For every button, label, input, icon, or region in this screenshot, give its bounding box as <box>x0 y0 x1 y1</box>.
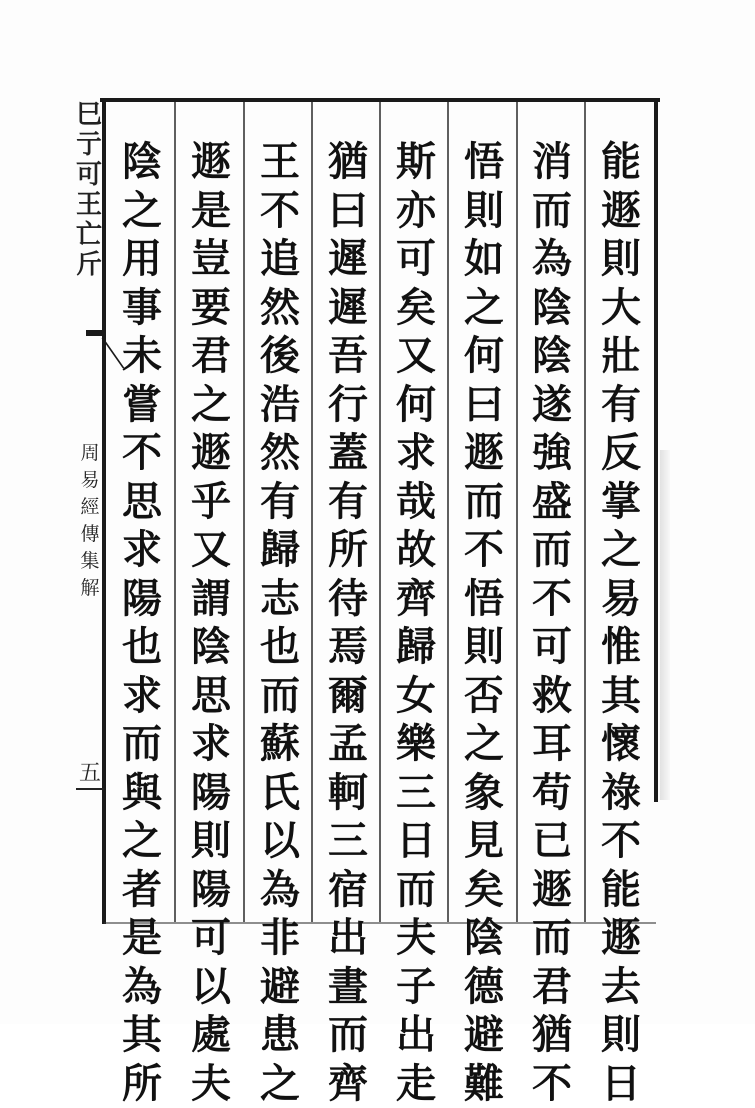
book-title <box>78 440 102 602</box>
glyph: 之 <box>110 817 174 866</box>
glyph: 可 <box>384 235 448 284</box>
glyph: 謂 <box>179 575 243 624</box>
glyph: 可 <box>179 914 243 963</box>
glyph: 樂 <box>384 720 448 769</box>
glyph: 陽 <box>110 575 174 624</box>
glyph: 之 <box>452 284 516 333</box>
fishtail-mark <box>86 330 104 376</box>
glyph: 處 <box>179 1011 243 1060</box>
glyph: 難 <box>452 1060 516 1108</box>
glyph: 歸 <box>248 526 312 575</box>
column-rule <box>516 102 518 922</box>
glyph: 消 <box>520 138 584 187</box>
scan-shadow <box>660 450 670 800</box>
glyph: 曰 <box>316 187 380 236</box>
glyph: 而 <box>452 478 516 527</box>
glyph: 苟 <box>520 769 584 818</box>
glyph: 去 <box>589 963 653 1012</box>
glyph: 猶 <box>520 1011 584 1060</box>
glyph: 晝 <box>316 963 380 1012</box>
glyph: 行 <box>316 381 380 430</box>
glyph: 夫 <box>179 1060 243 1108</box>
glyph: 悟 <box>452 575 516 624</box>
margin-top-glyphs <box>74 100 104 280</box>
glyph: 矣 <box>384 284 448 333</box>
glyph: 志 <box>248 575 312 624</box>
glyph: 集 <box>80 548 99 575</box>
glyph: 之 <box>110 187 174 236</box>
glyph: 而 <box>520 914 584 963</box>
glyph: 遯 <box>452 429 516 478</box>
glyph: 德 <box>452 963 516 1012</box>
glyph: 不 <box>452 526 516 575</box>
glyph: 哉 <box>384 478 448 527</box>
glyph: 氏 <box>248 769 312 818</box>
glyph: 則 <box>452 623 516 672</box>
glyph: 其 <box>589 672 653 721</box>
glyph: 未 <box>110 332 174 381</box>
page-number: 五 <box>76 760 104 790</box>
glyph: 日 <box>589 1060 653 1108</box>
glyph: 亡 <box>76 220 102 250</box>
text-column-2 <box>520 138 584 1108</box>
glyph: 不 <box>248 187 312 236</box>
glyph: 出 <box>316 914 380 963</box>
glyph: 陰 <box>520 284 584 333</box>
glyph: 思 <box>179 672 243 721</box>
glyph: 之 <box>452 720 516 769</box>
glyph: 掌 <box>589 478 653 527</box>
glyph: 也 <box>248 623 312 672</box>
glyph: 則 <box>452 187 516 236</box>
glyph: 君 <box>179 332 243 381</box>
glyph: 經 <box>80 494 99 521</box>
glyph: 而 <box>316 1011 380 1060</box>
text-column-5 <box>316 138 380 1108</box>
frame-right-border <box>654 98 658 802</box>
glyph: 則 <box>589 1011 653 1060</box>
glyph: 避 <box>452 1011 516 1060</box>
glyph: 已 <box>520 817 584 866</box>
glyph: 可 <box>520 623 584 672</box>
column-rule <box>243 102 245 922</box>
glyph: 求 <box>179 720 243 769</box>
glyph: 不 <box>589 817 653 866</box>
glyph: 三 <box>316 817 380 866</box>
glyph: 三 <box>384 769 448 818</box>
glyph: 傳 <box>80 521 99 548</box>
glyph: 為 <box>110 963 174 1012</box>
glyph: 巳 <box>76 100 102 130</box>
glyph: 孟 <box>316 720 380 769</box>
glyph: 陽 <box>179 769 243 818</box>
glyph: 遲 <box>316 284 380 333</box>
glyph: 追 <box>248 235 312 284</box>
glyph: 猶 <box>316 138 380 187</box>
glyph: 大 <box>589 284 653 333</box>
glyph: 浩 <box>248 381 312 430</box>
glyph: 有 <box>316 478 380 527</box>
glyph: 有 <box>589 381 653 430</box>
glyph: 何 <box>452 332 516 381</box>
text-column-8 <box>110 138 174 1108</box>
glyph: 嘗 <box>110 381 174 430</box>
glyph: 王 <box>248 138 312 187</box>
glyph: 用 <box>110 235 174 284</box>
glyph: 又 <box>179 526 243 575</box>
glyph: 避 <box>248 963 312 1012</box>
glyph: 能 <box>589 138 653 187</box>
glyph: 是 <box>110 914 174 963</box>
glyph: 陰 <box>520 332 584 381</box>
glyph: 然 <box>248 284 312 333</box>
glyph: 遯 <box>589 914 653 963</box>
glyph: 矣 <box>452 866 516 915</box>
glyph: 之 <box>589 526 653 575</box>
glyph: 斯 <box>384 138 448 187</box>
glyph: 否 <box>452 672 516 721</box>
glyph: 患 <box>248 1011 312 1060</box>
glyph: 則 <box>589 235 653 284</box>
text-column-6 <box>248 138 312 1108</box>
glyph: 何 <box>384 381 448 430</box>
glyph: 悟 <box>452 138 516 187</box>
glyph: 不 <box>520 575 584 624</box>
glyph: 陰 <box>110 138 174 187</box>
glyph: 是 <box>179 187 243 236</box>
glyph: 出 <box>384 1011 448 1060</box>
glyph: 以 <box>248 817 312 866</box>
glyph: 亦 <box>384 187 448 236</box>
glyph: 蘇 <box>248 720 312 769</box>
glyph: 不 <box>110 429 174 478</box>
glyph: 而 <box>520 526 584 575</box>
text-column-4 <box>384 138 448 1108</box>
glyph: 陽 <box>179 866 243 915</box>
glyph: 祿 <box>589 769 653 818</box>
glyph: 女 <box>384 672 448 721</box>
glyph: 曰 <box>452 381 516 430</box>
glyph: 能 <box>589 866 653 915</box>
text-column-1 <box>589 138 653 1108</box>
glyph: 軻 <box>316 769 380 818</box>
glyph: 遯 <box>179 138 243 187</box>
glyph: 遂 <box>520 381 584 430</box>
glyph: 又 <box>384 332 448 381</box>
column-rule <box>174 102 176 922</box>
glyph: 君 <box>520 963 584 1012</box>
glyph: 而 <box>110 720 174 769</box>
glyph: 遲 <box>316 235 380 284</box>
glyph: 要 <box>179 284 243 333</box>
glyph: 宿 <box>316 866 380 915</box>
glyph: 遯 <box>520 866 584 915</box>
glyph: 也 <box>110 623 174 672</box>
glyph: 日 <box>384 817 448 866</box>
glyph: 與 <box>110 769 174 818</box>
glyph: 者 <box>110 866 174 915</box>
glyph: 以 <box>179 963 243 1012</box>
glyph: 陰 <box>179 623 243 672</box>
glyph: 為 <box>248 866 312 915</box>
glyph: 救 <box>520 672 584 721</box>
glyph: 則 <box>179 817 243 866</box>
glyph: 所 <box>316 526 380 575</box>
glyph: 而 <box>520 187 584 236</box>
glyph: 求 <box>110 526 174 575</box>
glyph: 王 <box>76 190 102 220</box>
glyph: 不 <box>520 1060 584 1108</box>
glyph: 後 <box>248 332 312 381</box>
glyph: 耳 <box>520 720 584 769</box>
glyph: 事 <box>110 284 174 333</box>
glyph: 乎 <box>179 478 243 527</box>
glyph: 解 <box>80 575 99 602</box>
glyph: 之 <box>179 381 243 430</box>
glyph: 之 <box>248 1060 312 1108</box>
glyph: 周 <box>80 440 99 467</box>
glyph: 蓋 <box>316 429 380 478</box>
glyph: 可 <box>76 160 102 190</box>
glyph: 夫 <box>384 914 448 963</box>
glyph: 所 <box>110 1060 174 1108</box>
glyph: 陰 <box>452 914 516 963</box>
glyph: 有 <box>248 478 312 527</box>
glyph: 故 <box>384 526 448 575</box>
glyph: 豈 <box>179 235 243 284</box>
glyph: 走 <box>384 1060 448 1108</box>
glyph: 壯 <box>589 332 653 381</box>
glyph: 盛 <box>520 478 584 527</box>
column-rule <box>584 102 586 922</box>
glyph: 子 <box>384 963 448 1012</box>
glyph: 求 <box>384 429 448 478</box>
glyph: 強 <box>520 429 584 478</box>
glyph: 然 <box>248 429 312 478</box>
glyph: 歸 <box>384 623 448 672</box>
glyph: 求 <box>110 672 174 721</box>
glyph: 而 <box>248 672 312 721</box>
glyph: 斤 <box>76 250 102 280</box>
glyph: 其 <box>110 1011 174 1060</box>
text-column-7 <box>179 138 243 1108</box>
glyph: 待 <box>316 575 380 624</box>
glyph: 如 <box>452 235 516 284</box>
glyph: 見 <box>452 817 516 866</box>
glyph: 非 <box>248 914 312 963</box>
glyph: 齊 <box>316 1060 380 1108</box>
glyph: 遯 <box>589 187 653 236</box>
glyph: 易 <box>80 467 99 494</box>
glyph: 惟 <box>589 623 653 672</box>
glyph: 象 <box>452 769 516 818</box>
glyph: 懷 <box>589 720 653 769</box>
glyph: 反 <box>589 429 653 478</box>
glyph: 爾 <box>316 672 380 721</box>
glyph: 亍 <box>76 130 102 160</box>
glyph: 而 <box>384 866 448 915</box>
glyph: 齊 <box>384 575 448 624</box>
glyph: 遯 <box>179 429 243 478</box>
glyph: 思 <box>110 478 174 527</box>
text-column-3 <box>452 138 516 1108</box>
glyph: 焉 <box>316 623 380 672</box>
glyph: 吾 <box>316 332 380 381</box>
glyph: 易 <box>589 575 653 624</box>
glyph: 為 <box>520 235 584 284</box>
